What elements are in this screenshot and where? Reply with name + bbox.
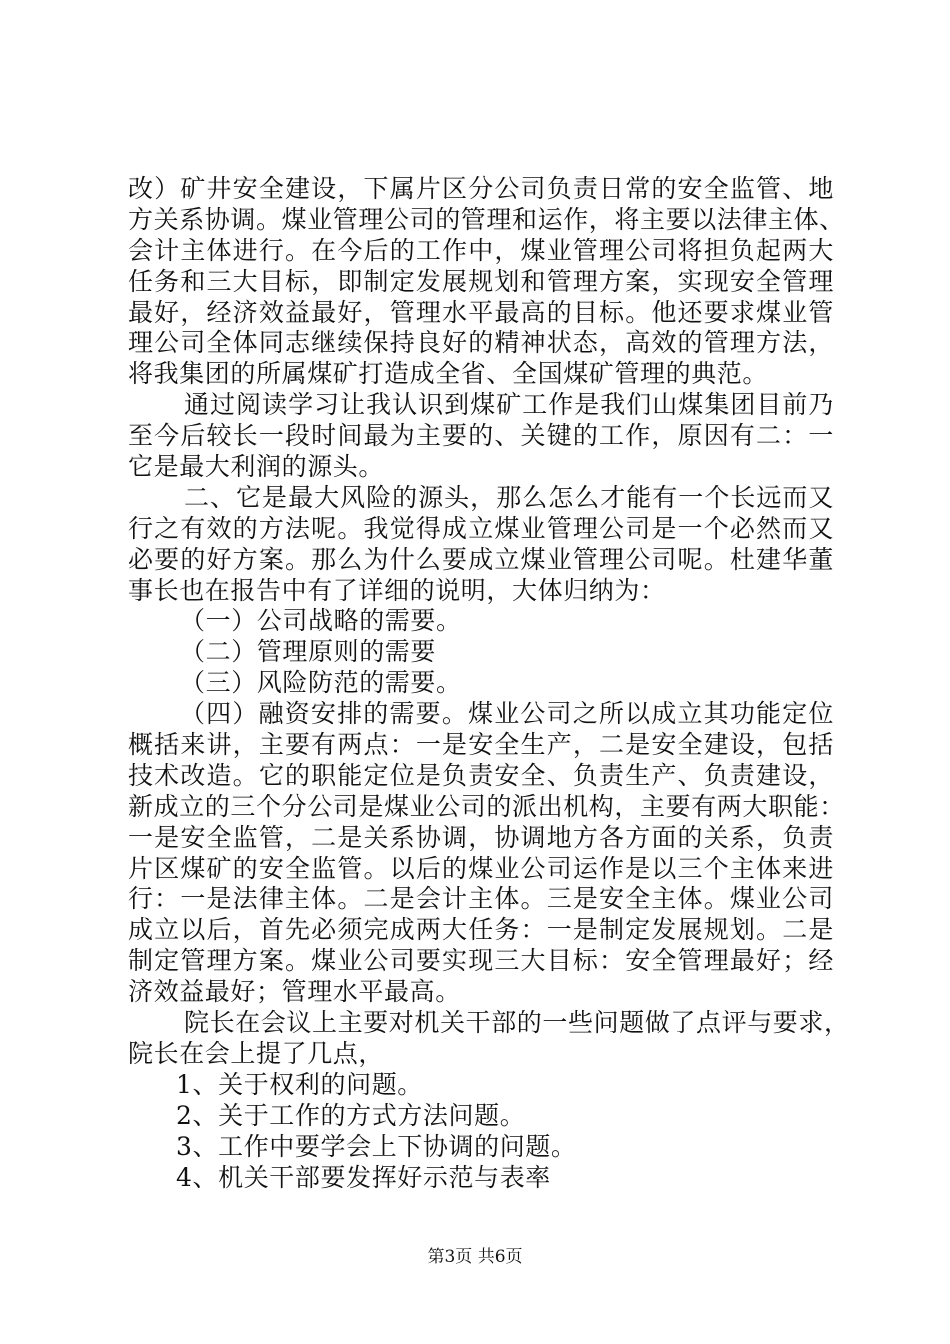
text-line: 二、它是最大风险的源头，那么怎么才能有一个长远而又 xyxy=(184,482,834,512)
list-item: 2、关于工作的方式方法问题。 xyxy=(176,1100,526,1130)
list-item: 1、关于权利的问题。 xyxy=(176,1069,423,1099)
text-line: 新成立的三个分公司是煤业公司的派出机构，主要有两大职能： xyxy=(128,791,845,821)
text-line: 一是安全监管，二是关系协调，协调地方各方面的关系，负责 xyxy=(128,822,834,852)
list-item: （三）风险防范的需要。 xyxy=(180,668,462,698)
text-line: 最好，经济效益最好，管理水平最高的目标。他还要求煤业管 xyxy=(128,297,834,327)
text-line: 它是最大利润的源头。 xyxy=(128,452,385,482)
text-line: 方关系协调。煤业管理公司的管理和运作，将主要以法律主体、 xyxy=(128,204,845,234)
text-line: 院长在会上提了几点， xyxy=(128,1038,385,1068)
text-line: 通过阅读学习让我认识到煤矿工作是我们山煤集团目前乃 xyxy=(184,390,834,420)
text-line: 必要的好方案。那么为什么要成立煤业管理公司呢。杜建华董 xyxy=(128,544,834,574)
list-item: （四）融资安排的需要。煤业公司之所以成立其功能定位 xyxy=(180,699,834,729)
text-line: 制定管理方案。煤业公司要实现三大目标：安全管理最好；经 xyxy=(128,946,834,976)
text-line: 行：一是法律主体。二是会计主体。三是安全主体。煤业公司 xyxy=(128,884,834,914)
document-body xyxy=(128,174,850,1193)
text-line: 会计主体进行。在今后的工作中，煤业管理公司将担负起两大 xyxy=(128,235,834,265)
list-item: （二）管理原则的需要 xyxy=(180,637,437,667)
list-item: 4、机关干部要发挥好示范与表率 xyxy=(176,1162,551,1192)
text-line: 成立以后，首先必须完成两大任务：一是制定发展规划。二是 xyxy=(128,915,834,945)
text-line: 院长在会议上主要对机关干部的一些问题做了点评与要求， xyxy=(184,1008,850,1038)
text-line: 将我集团的所属煤矿打造成全省、全国煤矿管理的典范。 xyxy=(128,359,769,389)
text-line: 事长也在报告中有了详细的说明，大体归纳为： xyxy=(128,575,666,605)
page-number-footer: 第3页 共6页 xyxy=(427,1247,523,1267)
list-item: 3、工作中要学会上下协调的问题。 xyxy=(176,1131,577,1161)
text-line: 技术改造。它的职能定位是负责安全、负责生产、负责建设， xyxy=(128,760,834,790)
text-line: 理公司全体同志继续保持良好的精神状态，高效的管理方法， xyxy=(128,328,834,358)
text-line: 改）矿井安全建设，下属片区分公司负责日常的安全监管、地 xyxy=(128,174,834,203)
text-line: 片区煤矿的安全监管。以后的煤业公司运作是以三个主体来进 xyxy=(128,853,834,883)
text-line: 至今后较长一段时间最为主要的、关键的工作，原因有二：一 xyxy=(128,421,834,451)
text-line: 行之有效的方法呢。我觉得成立煤业管理公司是一个必然而又 xyxy=(128,513,834,543)
text-line: 任务和三大目标，即制定发展规划和管理方案，实现安全管理 xyxy=(128,266,834,296)
list-item: （一）公司战略的需要。 xyxy=(180,606,462,636)
text-line: 济效益最好；管理水平最高。 xyxy=(128,977,461,1007)
text-line: 概括来讲，主要有两点：一是安全生产，二是安全建设，包括 xyxy=(128,730,834,760)
